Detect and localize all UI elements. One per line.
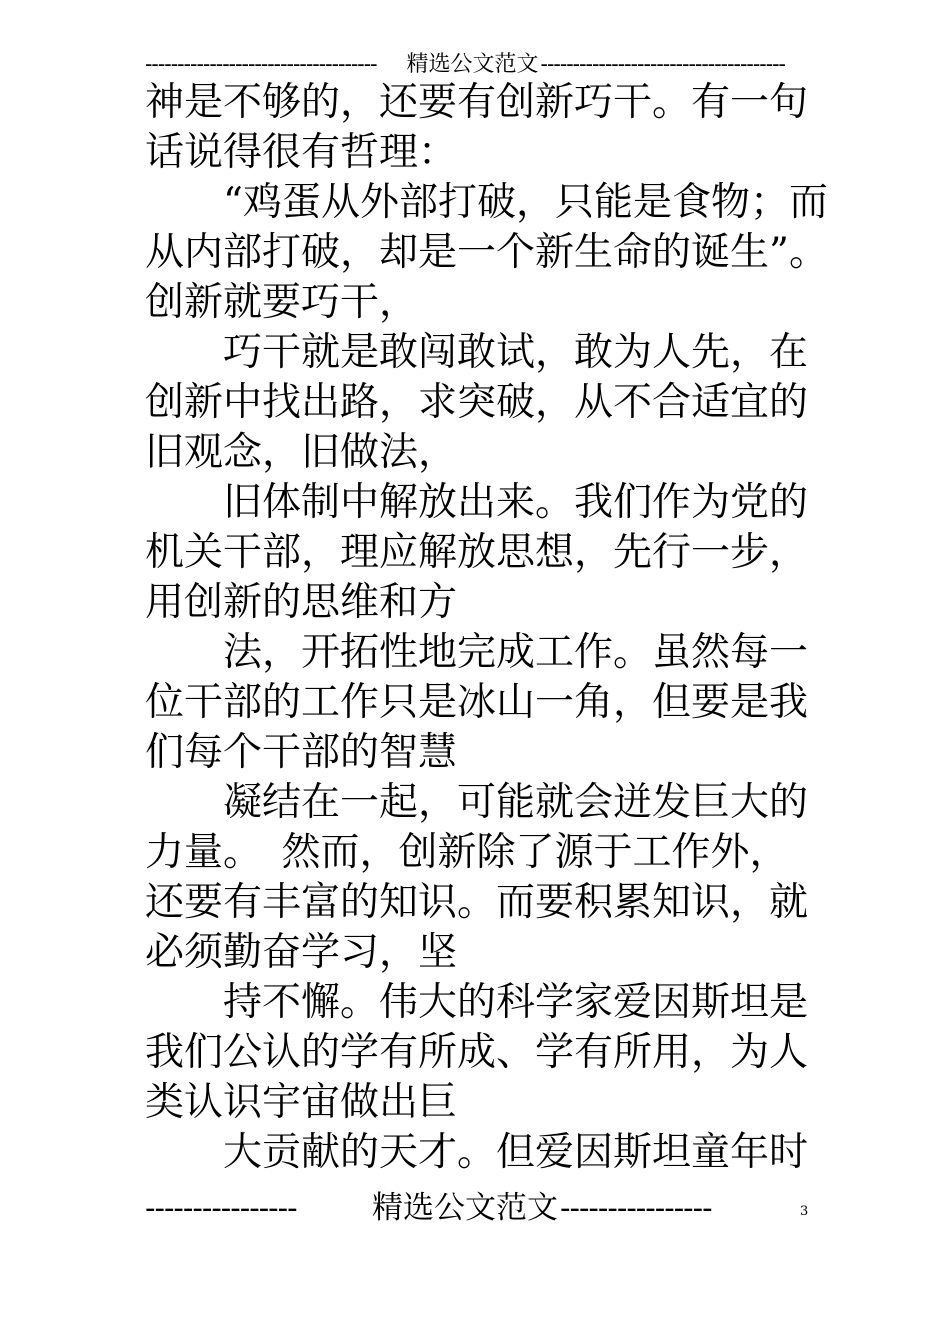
header-left-rule: ------------------------------------ (145, 52, 377, 77)
body-line: 机关干部，理应解放思想，先行一步， (145, 530, 809, 575)
footer-left-rule: ---------------- (145, 1190, 297, 1226)
body-line: 创新中找出路，求突破，从不合适宜的 (145, 380, 809, 425)
page-header (145, 50, 800, 80)
body-line: 我们公认的学有所成、学有所用，为人 (145, 1030, 809, 1075)
body-line: 必须勤奋学习，坚 (145, 930, 458, 975)
body-line: 凝结在一起，可能就会迸发巨大的 (223, 780, 809, 825)
body-line: 大贡献的天才。但爱因斯坦童年时 (223, 1130, 809, 1175)
footer-right-rule: ---------------- (560, 1190, 712, 1226)
body-line: 用创新的思维和方 (145, 580, 458, 625)
body-line: 旧体制中解放出来。我们作为党的 (223, 480, 809, 525)
header-title: 精选公文范文 (406, 52, 539, 77)
body-line: 还要有丰富的知识。而要积累知识，就 (145, 880, 809, 925)
body-line: 类认识宇宙做出巨 (145, 1080, 458, 1125)
body-line: 巧干就是敢闯敢试，敢为人先，在 (223, 330, 809, 375)
body-line: 神是不够的，还要有创新巧干。有一句 (145, 80, 809, 125)
body-line: 位干部的工作只是冰山一角，但要是我 (145, 680, 809, 725)
header-right-rule: -------------------------------------- (540, 52, 785, 77)
body-line: “鸡蛋从外部打破，只能是食物；而 (223, 180, 828, 225)
body-line: 从内部打破，却是一个新生命的诞生”。 (145, 230, 828, 275)
body-line: 力量。 然而，创新除了源于工作外， (145, 830, 789, 875)
body-line: 法，开拓性地完成工作。虽然每一 (223, 630, 809, 675)
body-line: 持不懈。伟大的科学家爱因斯坦是 (223, 980, 809, 1025)
body-line: 创新就要巧干， (145, 280, 419, 325)
page-footer (145, 1188, 785, 1228)
body-line: 话说得很有哲理： (145, 130, 458, 175)
body-line: 旧观念，旧做法， (145, 430, 458, 475)
document-body (145, 78, 828, 1178)
body-line: 们每个干部的智慧 (145, 730, 458, 775)
page-number: 3 (800, 1204, 809, 1219)
footer-title: 精选公文范文 (372, 1190, 558, 1226)
